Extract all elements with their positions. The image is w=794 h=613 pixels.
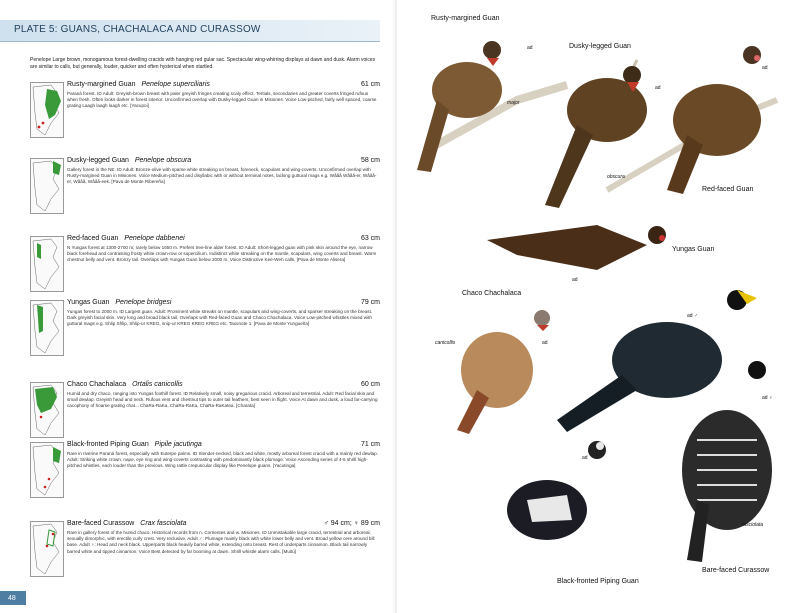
bird-label: Red-faced Guan [702,186,754,193]
entry-text: Paraná forest. ID Adult: Greyish-brown breast with paler greyish fringes creating scaly effect. Tertials, secondaries and greater coverts fringed rufous when fresh. Often looks darker in forest interior. Unconfirmed overlap with Dusky-legged Guan in Misiones. Voice Low-pitched, fairly well spaced, coarse grating Laagh laagh laagh etc. [Yacupoi] [67,91,377,109]
entry-heading [67,80,380,89]
entry-text: Humid and dry chaco, ranging into Yungas foothill forest. ID Relatively small, noisy gregarious cracid. Arboreal and terrestrial. Adult: Red facial skin and small dewlap. Greyish head and neck. Rufous vent and chestnut tips to outer tail feathers, best seen in flight. Voice At dawn and dusk, a loud far-carrying cacophony of hoarse grating chat... ChaRa-RaKa, ChaRa-RaKa, ChaRa-RaKatea. [Charata] [67,391,378,409]
bird-tag: ad ♀ [762,395,773,401]
size-label: 71 cm [360,441,380,448]
size-label: 63 cm [360,235,380,242]
bird-tag: ad [527,45,533,51]
size-label: 60 cm [360,381,380,388]
size-label: 58 cm [360,157,380,164]
species-entry [30,440,380,500]
bird-tag: ad [655,85,661,91]
latin-name: Ortalis canicollis [132,381,183,388]
latin-name: Penelope dabbenei [124,235,185,242]
range-map [30,442,64,498]
bird-label: Yungas Guan [672,246,715,253]
bird-tag: ad [542,340,548,346]
latin-name: Pipile jacutinga [154,441,202,448]
bird-label: Black-fronted Piping Guan [557,578,639,585]
common-name: Bare-faced Curassow [67,520,135,527]
entry-heading [67,156,380,165]
right-page [397,0,794,613]
bird-subspecies: major [507,100,520,106]
bird-label: Rusty-margined Guan [431,15,500,22]
latin-name: Crax fasciolata [140,520,187,527]
bird-tag: ad [572,277,578,283]
range-map [30,236,64,292]
size-label: 79 cm [360,299,380,306]
species-entry [30,380,380,440]
plate-header [0,20,380,42]
latin-name: Penelope obscura [134,157,192,164]
species-entry [30,234,380,294]
illustration-plate [397,0,794,613]
common-name: Red-faced Guan [67,235,119,242]
common-name: Dusky-legged Guan [67,157,129,164]
species-entry [30,80,380,140]
species-entry [30,519,380,579]
entry-text: Gallery forest in the NE. ID Adult: Bronze-olive with sparse white streaking on breast, foreneck, scapulars and wing-coverts. Unconfirmed overlap with Rusty-margined Guan in Misiones. Voice Medium-pitched and disyllabic with or without terminal notes, lacking guttural mags e.g. Wååå Wååå-er, Wååå-er, Wååå, Wååå-eek. [Pava de Monte Ribereña] [67,167,377,185]
species-entry [30,156,380,216]
latin-name: Penelope bridgesi [115,299,172,306]
bird-subspecies: fasciolata [742,522,764,528]
range-map [30,382,64,438]
black-fronted-piping-guan-illustration [507,441,606,540]
common-name: Yungas Guan [67,299,110,306]
bird-tag: ad ♂ [687,313,698,319]
entry-text: Rare in riverine Paraná forest, especially with Euterpe palms. ID Slender-necked, black and white, mostly arboreal forest cracid with a mainly red dewlap. Adult: Striking white crown, nape, eye ring and wing-coverts contrasting with predominantly black plumage. Voice Ascending series of 4-6 shrill high-pitched whistles, each louder than the previous. Wing rattle crepuscular display like Penelope guans. [Yacutinga] [67,451,378,469]
common-name: Rusty-margined Guan [67,81,136,88]
rusty-margined-guan-illustration [417,41,502,172]
entry-text: Rare in gallery forest of the humid chaco. Historical records from n. Corrientes and w. Misiones. ID Unmistakable large cracid, terrestrial and arboreal, sexually dimorphic, with erectile curly crest. Very reclusive. Adult ♂: Plumage mainly black with white lower belly and vent. Broad yellow cere around bill base. Adult ♀: Head and neck black. Upperparts black heavily barred white, extending onto breast. Rest of underparts cinnamon. Black tail narrowly barred white and tipped cinnamon. Voice Best detected by far booming at dawn. Shrill whistle alarm calls. [Muitú] [67,530,375,554]
chaco-chachalaca-illustration [457,310,550,434]
bird-label: Chaco Chachalaca [462,290,522,297]
entry-heading [67,440,380,449]
bird-label: Bare-faced Curassow [702,567,770,574]
range-map [30,158,64,214]
bird-subspecies: canicollis [435,340,456,346]
red-faced-guan-illustration [667,46,761,194]
bird-tag: ad [582,455,588,461]
size-label: 61 cm [360,81,380,88]
entry-text: N Yungas forest at 1300-2700 m; rarely below 1650 m. Prefers tree-line alder forest. ID Adult: Short-legged guan with pink skin around the eye, narrow black forehead and contrasting frosty white crown-row or supercilium. Indistinct white streaking on the mantle, scapulars, wing coverts and breast. Warm chestnut belly and vent. Bronzy tail. Overlaps with Yungas Guan below 2000 m. Voice Distinctive Kee-Weh calls. [Pava de Monte Alisera] [67,245,377,263]
range-map [30,521,64,577]
entry-heading [67,298,380,307]
entry-heading [67,519,380,528]
page-number: 48 [8,595,16,602]
bird-label: Dusky-legged Guan [569,43,631,50]
bird-subspecies: obscura [607,174,625,180]
species-entry [30,298,380,358]
entry-text: Yungas forest to 2000 m. ID Largest guan. Adult: Prominent white streaks on mantle, scapulars and wing-coverts, and sparser streaking on the breast. Dark greyish facial skin. Very long and broad black tail. Overlaps with Red-faced Guan and Chaco Chachalaca. Voice Low-pitched whistles mixed with guttural mags e.g. Shlip Shlip, Shlip-ur KREG, snip-ur KREG KREG KREG etc. Taxonote 1. [Pava de Monte Yungueña] [67,309,373,327]
yungas-guan-illustration [487,225,666,270]
size-label: ♂ 94 cm; ♀ 89 cm [323,520,380,527]
common-name: Black-fronted Piping Guan [67,441,149,448]
entry-heading [67,234,380,243]
range-map [30,82,64,138]
latin-name: Penelope superciliaris [141,81,210,88]
plate-title: PLATE 5: GUANS, CHACHALACA AND CURASSOW [14,24,261,35]
entry-heading [67,380,380,389]
range-map [30,300,64,356]
common-name: Chaco Chachalaca [67,381,127,388]
intro-paragraph: Penelope Large brown, monogamous forest-dwelling cracids with hanging red gular sac. Spectacular wing-whirring displays at dawn and dusk. Alarm voices are similar to calls, but generally, louder, quicker and often hysterical when startled. [30,57,376,70]
bird-tag: ad [762,65,768,71]
